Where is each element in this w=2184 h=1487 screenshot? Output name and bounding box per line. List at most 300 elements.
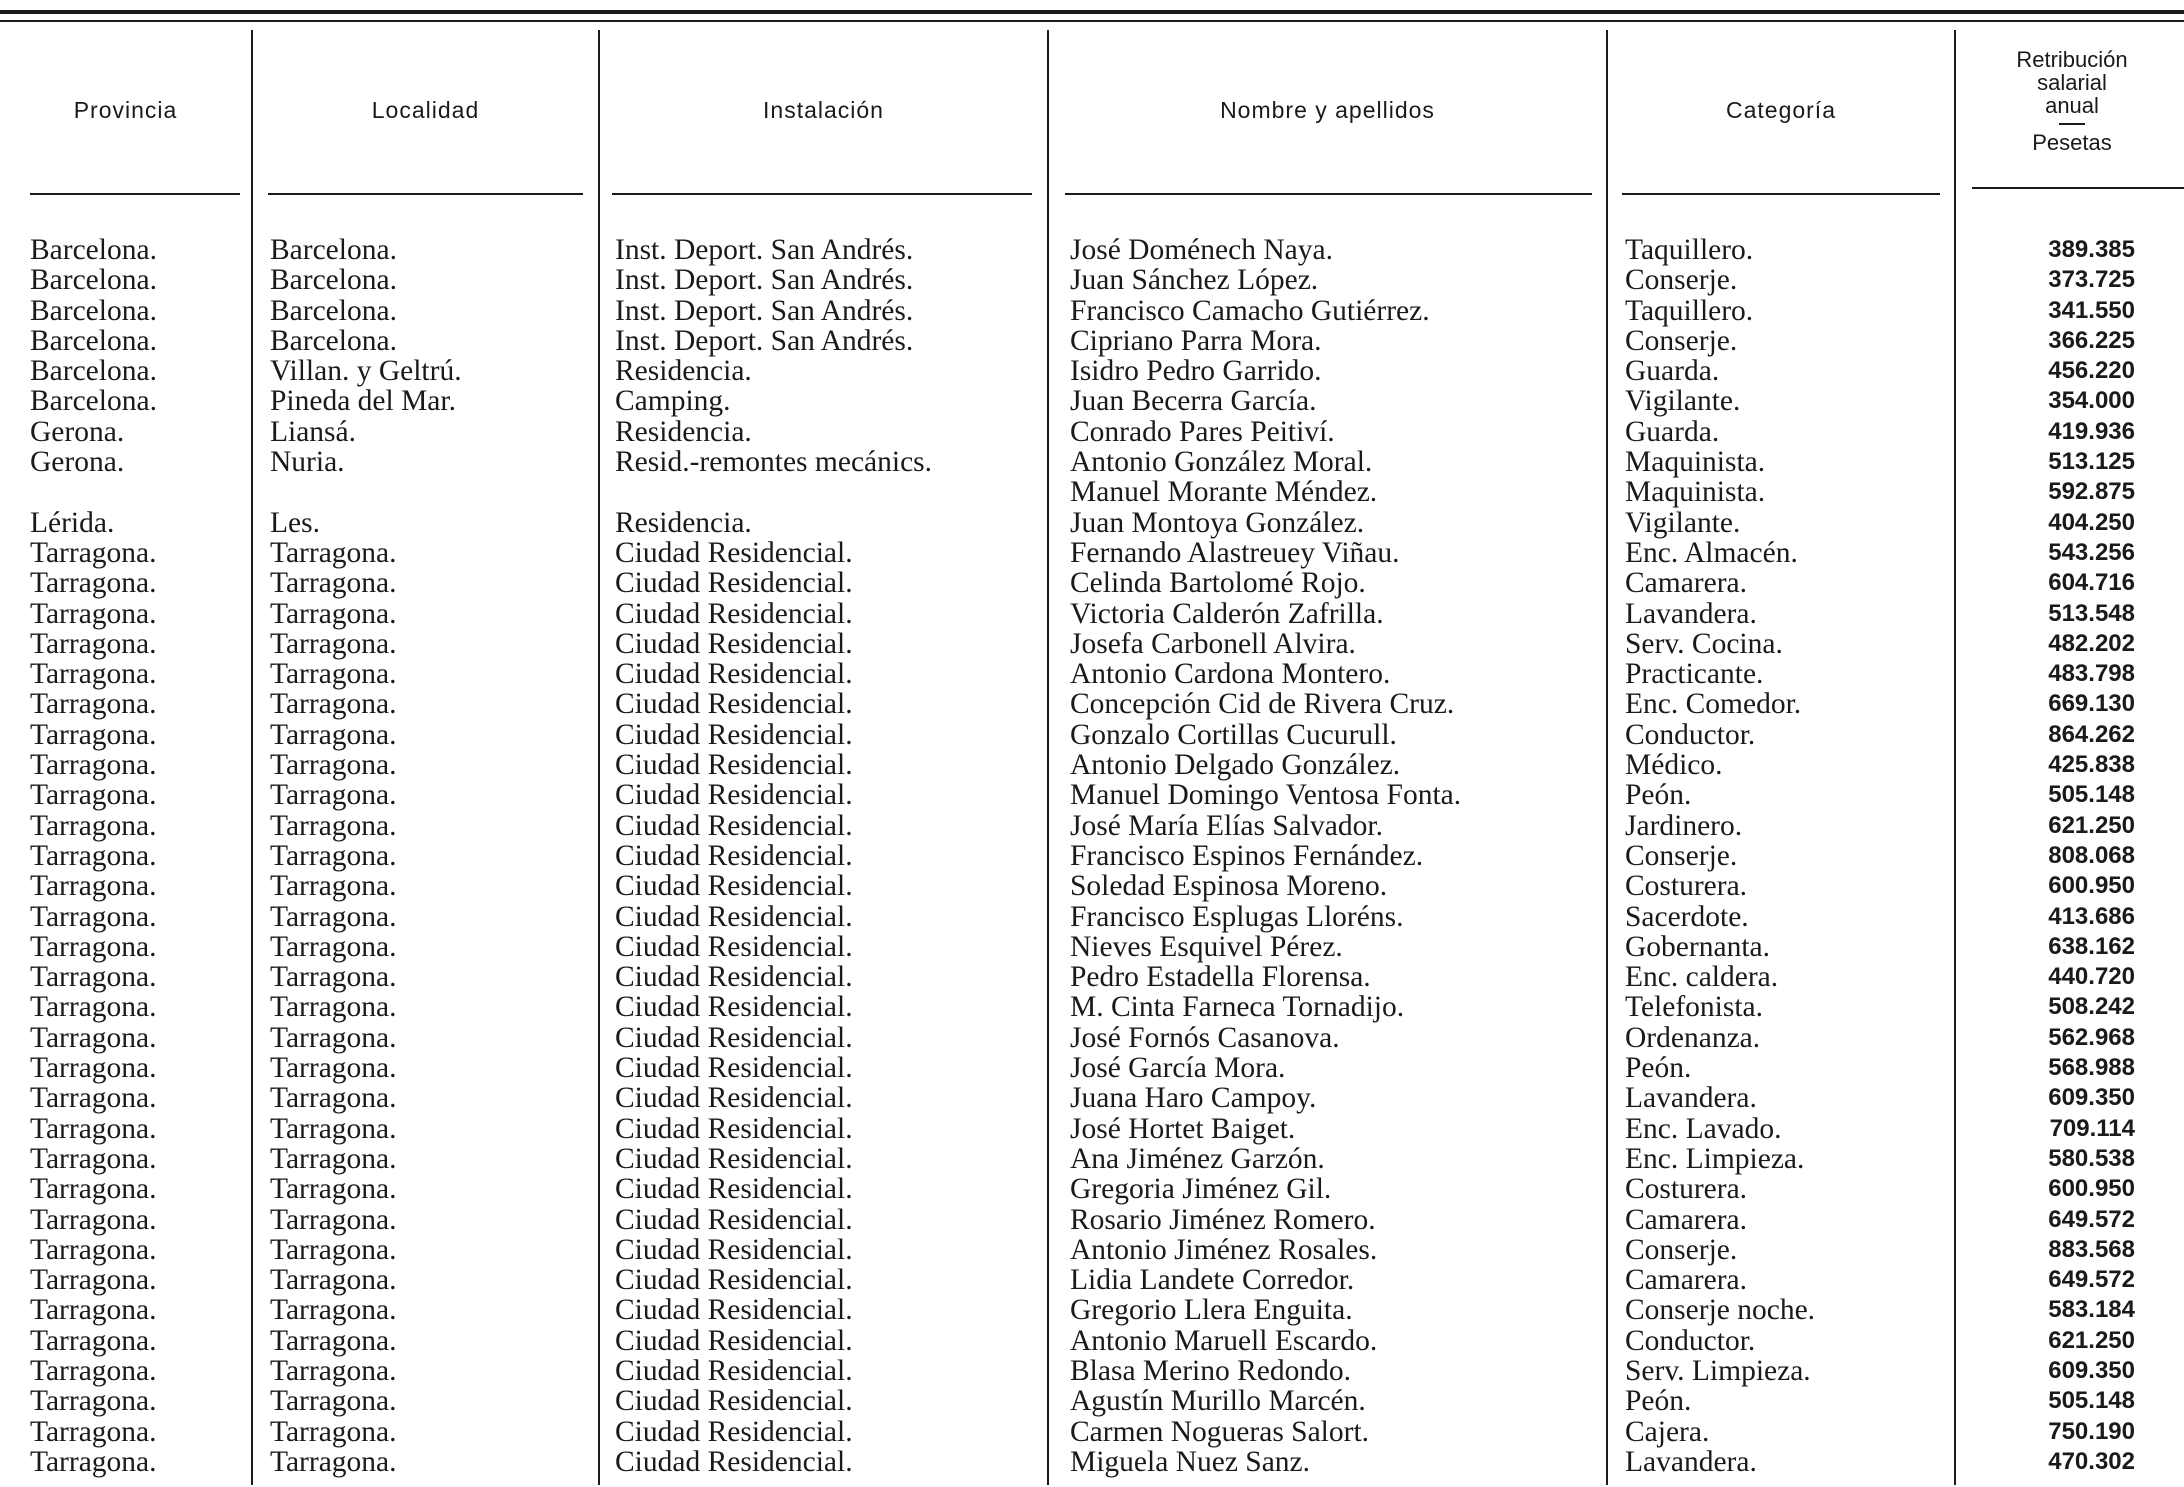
header-nombre: Nombre y apellidos xyxy=(1220,96,1435,123)
cell-nombre: Francisco Esplugas Lloréns. xyxy=(1070,900,1404,933)
cell-localidad: Tarragona. xyxy=(270,1112,397,1145)
cell-nombre: José María Elías Salvador. xyxy=(1070,809,1383,842)
header-underline xyxy=(1065,193,1592,195)
cell-categoria: Sacerdote. xyxy=(1625,900,1749,933)
table-row xyxy=(0,508,2184,538)
cell-provincia: Tarragona. xyxy=(30,779,157,812)
table-row xyxy=(0,1447,2184,1477)
cell-provincia: Tarragona. xyxy=(30,597,157,630)
cell-provincia: Barcelona. xyxy=(30,294,157,327)
cell-retribucion: 609.350 xyxy=(2048,1356,2135,1384)
cell-categoria: Enc. Almacén. xyxy=(1625,536,1798,569)
cell-instalacion: Inst. Deport. San Andrés. xyxy=(615,294,914,327)
cell-nombre: Nieves Esquivel Pérez. xyxy=(1070,930,1343,963)
table-row xyxy=(0,326,2184,356)
cell-provincia: Tarragona. xyxy=(30,991,157,1024)
cell-retribucion: 580.538 xyxy=(2048,1144,2135,1172)
cell-instalacion: Ciudad Residencial. xyxy=(615,688,853,721)
cell-categoria: Cajera. xyxy=(1625,1415,1710,1448)
cell-localidad: Tarragona. xyxy=(270,1354,397,1387)
header-underline xyxy=(1972,187,2184,189)
table-row xyxy=(0,750,2184,780)
cell-provincia: Tarragona. xyxy=(30,1173,157,1206)
header-retribucion-line2: salarial xyxy=(2037,70,2107,95)
cell-localidad: Tarragona. xyxy=(270,688,397,721)
cell-categoria: Conserje. xyxy=(1625,324,1738,357)
table-row xyxy=(0,296,2184,326)
cell-localidad: Barcelona. xyxy=(270,294,397,327)
cell-retribucion: 621.250 xyxy=(2048,1326,2135,1354)
cell-instalacion: Residencia. xyxy=(615,355,752,388)
table-row xyxy=(0,780,2184,810)
cell-retribucion: 354.000 xyxy=(2048,387,2135,415)
cell-retribucion: 413.686 xyxy=(2048,902,2135,930)
cell-nombre: Miguela Nuez Sanz. xyxy=(1070,1445,1311,1478)
header-underline xyxy=(268,193,583,195)
cell-nombre: Francisco Camacho Gutiérrez. xyxy=(1070,294,1430,327)
cell-instalacion: Ciudad Residencial. xyxy=(615,627,853,660)
header-instalacion: Instalación xyxy=(763,96,884,123)
cell-categoria: Taquillero. xyxy=(1625,234,1754,266)
cell-instalacion: Resid.-remontes mecánics. xyxy=(615,446,933,479)
cell-localidad: Barcelona. xyxy=(270,324,397,357)
cell-nombre: Juan Sánchez López. xyxy=(1070,264,1319,297)
cell-provincia: Tarragona. xyxy=(30,718,157,751)
table-row xyxy=(0,720,2184,750)
cell-retribucion: 404.250 xyxy=(2048,508,2135,536)
cell-categoria: Camarera. xyxy=(1625,1264,1748,1297)
cell-retribucion: 600.950 xyxy=(2048,1175,2135,1203)
cell-nombre: Cipriano Parra Mora. xyxy=(1070,324,1322,357)
table-row xyxy=(0,356,2184,386)
cell-retribucion: 341.550 xyxy=(2048,296,2135,324)
cell-categoria: Lavandera. xyxy=(1625,1082,1757,1115)
table-row xyxy=(0,1235,2184,1265)
cell-nombre: Lidia Landete Corredor. xyxy=(1070,1264,1355,1297)
cell-categoria: Taquillero. xyxy=(1625,294,1754,327)
cell-nombre: Gonzalo Cortillas Cucurull. xyxy=(1070,718,1397,751)
top-rule-thick xyxy=(0,10,2184,14)
cell-categoria: Serv. Limpieza. xyxy=(1625,1354,1811,1387)
cell-instalacion: Ciudad Residencial. xyxy=(615,1354,853,1387)
cell-nombre: Gregorio Llera Enguita. xyxy=(1070,1294,1353,1327)
cell-provincia: Barcelona. xyxy=(30,355,157,388)
header-underline xyxy=(30,193,240,195)
top-rule-thin xyxy=(0,20,2184,22)
cell-provincia: Tarragona. xyxy=(30,749,157,782)
cell-provincia: Tarragona. xyxy=(30,1233,157,1266)
cell-localidad: Tarragona. xyxy=(270,779,397,812)
cell-nombre: José Hortet Baiget. xyxy=(1070,1112,1296,1145)
header-categoria: Categoría xyxy=(1725,96,1836,123)
cell-retribucion: 389.385 xyxy=(2048,236,2135,263)
cell-categoria: Practicante. xyxy=(1625,658,1764,691)
cell-retribucion: 513.125 xyxy=(2048,448,2135,476)
cell-localidad: Tarragona. xyxy=(270,839,397,872)
table-row xyxy=(0,932,2184,962)
cell-localidad: Tarragona. xyxy=(270,1052,397,1085)
cell-retribucion: 440.720 xyxy=(2048,963,2135,991)
cell-localidad: Tarragona. xyxy=(270,749,397,782)
cell-categoria: Lavandera. xyxy=(1625,1445,1757,1478)
cell-categoria: Maquinista. xyxy=(1625,446,1766,479)
cell-categoria: Vigilante. xyxy=(1625,385,1741,418)
cell-instalacion: Ciudad Residencial. xyxy=(615,870,853,903)
table-row xyxy=(0,599,2184,629)
cell-nombre: Blasa Merino Redondo. xyxy=(1070,1354,1352,1387)
cell-categoria: Maquinista. xyxy=(1625,476,1766,509)
cell-provincia: Tarragona. xyxy=(30,809,157,842)
cell-localidad: Tarragona. xyxy=(270,1173,397,1206)
cell-instalacion: Residencia. xyxy=(615,506,752,539)
cell-nombre: Francisco Espinos Fernández. xyxy=(1070,839,1424,872)
cell-provincia: Gerona. xyxy=(30,446,125,479)
cell-provincia: Barcelona. xyxy=(30,385,157,418)
cell-localidad: Tarragona. xyxy=(270,1082,397,1115)
cell-instalacion: Ciudad Residencial. xyxy=(615,1173,853,1206)
cell-retribucion: 583.184 xyxy=(2048,1296,2135,1324)
table-row xyxy=(0,992,2184,1022)
table-row xyxy=(0,1326,2184,1356)
cell-instalacion: Ciudad Residencial. xyxy=(615,991,853,1024)
table-row xyxy=(0,1295,2184,1325)
cell-retribucion: 750.190 xyxy=(2048,1417,2135,1445)
table-body xyxy=(0,235,2184,1477)
cell-provincia: Barcelona. xyxy=(30,234,157,266)
cell-provincia: Tarragona. xyxy=(30,627,157,660)
cell-instalacion: Ciudad Residencial. xyxy=(615,900,853,933)
cell-localidad: Pineda del Mar. xyxy=(270,385,456,418)
cell-retribucion: 508.242 xyxy=(2048,993,2135,1021)
cell-categoria: Enc. Limpieza. xyxy=(1625,1142,1805,1175)
cell-categoria: Conserje noche. xyxy=(1625,1294,1816,1327)
cell-retribucion: 568.988 xyxy=(2048,1054,2135,1082)
header-retribucion xyxy=(1960,48,2184,154)
cell-nombre: Antonio Maruell Escardo. xyxy=(1070,1324,1378,1357)
table-row xyxy=(0,1386,2184,1416)
cell-nombre: Antonio Cardona Montero. xyxy=(1070,658,1391,691)
table-row xyxy=(0,689,2184,719)
cell-nombre: Soledad Espinosa Moreno. xyxy=(1070,870,1388,903)
cell-provincia: Tarragona. xyxy=(30,1264,157,1297)
table-row xyxy=(0,871,2184,901)
cell-instalacion: Ciudad Residencial. xyxy=(615,1052,853,1085)
cell-instalacion: Ciudad Residencial. xyxy=(615,536,853,569)
cell-instalacion: Inst. Deport. San Andrés. xyxy=(615,264,914,297)
cell-provincia: Tarragona. xyxy=(30,1203,157,1236)
cell-instalacion: Ciudad Residencial. xyxy=(615,1385,853,1418)
cell-instalacion: Inst. Deport. San Andrés. xyxy=(615,234,914,266)
cell-provincia: Tarragona. xyxy=(30,930,157,963)
cell-nombre: Josefa Carbonell Alvira. xyxy=(1070,627,1356,660)
cell-localidad: Tarragona. xyxy=(270,627,397,660)
cell-localidad: Tarragona. xyxy=(270,1445,397,1478)
header-retribucion-line1: Retribución xyxy=(2016,47,2128,72)
cell-retribucion: 419.936 xyxy=(2048,417,2135,445)
table-row xyxy=(0,265,2184,295)
table-row xyxy=(0,1114,2184,1144)
cell-localidad: Tarragona. xyxy=(270,1142,397,1175)
cell-retribucion: 425.838 xyxy=(2048,751,2135,779)
table-row xyxy=(0,659,2184,689)
cell-localidad: Tarragona. xyxy=(270,991,397,1024)
cell-provincia: Tarragona. xyxy=(30,1142,157,1175)
cell-nombre: Juan Montoya González. xyxy=(1070,506,1365,539)
cell-localidad: Tarragona. xyxy=(270,1385,397,1418)
cell-categoria: Enc. caldera. xyxy=(1625,961,1779,994)
cell-nombre: Manuel Domingo Ventosa Fonta. xyxy=(1070,779,1462,812)
cell-retribucion: 669.130 xyxy=(2048,690,2135,718)
cell-nombre: José Fornós Casanova. xyxy=(1070,1021,1340,1054)
cell-categoria: Costurera. xyxy=(1625,870,1748,903)
table-row xyxy=(0,1356,2184,1386)
cell-instalacion: Ciudad Residencial. xyxy=(615,961,853,994)
cell-nombre: Fernando Alastreuey Viñau. xyxy=(1070,536,1400,569)
cell-categoria: Jardinero. xyxy=(1625,809,1743,842)
cell-retribucion: 373.725 xyxy=(2048,266,2135,294)
header-localidad: Localidad xyxy=(371,96,480,123)
cell-nombre: Victoria Calderón Zafrilla. xyxy=(1070,597,1384,630)
cell-localidad: Tarragona. xyxy=(270,870,397,903)
cell-categoria: Peón. xyxy=(1625,779,1692,812)
cell-instalacion: Residencia. xyxy=(615,415,752,448)
header-underline xyxy=(612,193,1032,195)
cell-provincia: Barcelona. xyxy=(30,324,157,357)
cell-instalacion: Ciudad Residencial. xyxy=(615,1112,853,1145)
cell-provincia: Tarragona. xyxy=(30,1112,157,1145)
cell-categoria: Camarera. xyxy=(1625,567,1748,600)
table-row xyxy=(0,1083,2184,1113)
cell-instalacion: Ciudad Residencial. xyxy=(615,749,853,782)
cell-categoria: Conserje. xyxy=(1625,839,1738,872)
table-row xyxy=(0,1174,2184,1204)
table-row xyxy=(0,235,2184,265)
cell-nombre: Antonio Delgado González. xyxy=(1070,749,1401,782)
cell-instalacion: Ciudad Residencial. xyxy=(615,718,853,751)
cell-localidad: Tarragona. xyxy=(270,567,397,600)
table-row xyxy=(0,1053,2184,1083)
table-row xyxy=(0,1023,2184,1053)
table-row xyxy=(0,568,2184,598)
cell-localidad: Tarragona. xyxy=(270,961,397,994)
table-row xyxy=(0,417,2184,447)
cell-provincia: Tarragona. xyxy=(30,567,157,600)
cell-nombre: Antonio Jiménez Rosales. xyxy=(1070,1233,1378,1266)
cell-retribucion: 483.798 xyxy=(2048,660,2135,688)
cell-retribucion: 592.875 xyxy=(2048,478,2135,506)
cell-retribucion: 709.114 xyxy=(2049,1114,2135,1142)
cell-retribucion: 808.068 xyxy=(2048,841,2135,869)
cell-categoria: Lavandera. xyxy=(1625,597,1757,630)
cell-categoria: Enc. Lavado. xyxy=(1625,1112,1782,1145)
header-provincia: Provincia xyxy=(73,96,178,123)
cell-nombre: Ana Jiménez Garzón. xyxy=(1070,1142,1325,1175)
cell-provincia: Tarragona. xyxy=(30,536,157,569)
cell-retribucion: 649.572 xyxy=(2048,1205,2135,1233)
cell-nombre: Rosario Jiménez Romero. xyxy=(1070,1203,1376,1236)
cell-categoria: Conductor. xyxy=(1625,718,1756,751)
cell-localidad: Tarragona. xyxy=(270,930,397,963)
header-retribucion-line3: anual xyxy=(2045,93,2099,118)
cell-categoria: Peón. xyxy=(1625,1052,1692,1085)
cell-retribucion: 649.572 xyxy=(2048,1266,2135,1294)
cell-instalacion: Camping. xyxy=(615,385,731,418)
cell-localidad: Liansá. xyxy=(270,415,357,448)
cell-localidad: Tarragona. xyxy=(270,1324,397,1357)
cell-nombre: Juana Haro Campoy. xyxy=(1070,1082,1317,1115)
table-row xyxy=(0,386,2184,416)
cell-provincia: Tarragona. xyxy=(30,1445,157,1478)
cell-categoria: Gobernanta. xyxy=(1625,930,1770,963)
cell-provincia: Tarragona. xyxy=(30,1082,157,1115)
cell-retribucion: 600.950 xyxy=(2048,872,2135,900)
cell-instalacion: Ciudad Residencial. xyxy=(615,809,853,842)
header-dash xyxy=(2059,123,2085,125)
cell-provincia: Tarragona. xyxy=(30,961,157,994)
cell-provincia: Tarragona. xyxy=(30,1415,157,1448)
cell-nombre: José García Mora. xyxy=(1070,1052,1286,1085)
cell-nombre: Juan Becerra García. xyxy=(1070,385,1317,418)
cell-localidad: Nuria. xyxy=(270,446,345,479)
header-retribucion-unit: Pesetas xyxy=(2032,130,2112,155)
cell-retribucion: 604.716 xyxy=(2048,569,2135,597)
cell-nombre: Concepción Cid de Rivera Cruz. xyxy=(1070,688,1455,721)
cell-categoria: Guarda. xyxy=(1625,355,1720,388)
cell-localidad: Tarragona. xyxy=(270,809,397,842)
cell-retribucion: 482.202 xyxy=(2048,629,2135,657)
cell-nombre: M. Cinta Farneca Tornadijo. xyxy=(1070,991,1405,1024)
cell-categoria: Ordenanza. xyxy=(1625,1021,1761,1054)
cell-categoria: Guarda. xyxy=(1625,415,1720,448)
cell-retribucion: 513.548 xyxy=(2048,599,2135,627)
cell-instalacion: Ciudad Residencial. xyxy=(615,1294,853,1327)
cell-nombre: Antonio González Moral. xyxy=(1070,446,1373,479)
cell-instalacion: Ciudad Residencial. xyxy=(615,1445,853,1478)
cell-localidad: Barcelona. xyxy=(270,234,397,266)
cell-provincia: Tarragona. xyxy=(30,870,157,903)
cell-categoria: Conductor. xyxy=(1625,1324,1756,1357)
cell-provincia: Tarragona. xyxy=(30,1052,157,1085)
table-row xyxy=(0,811,2184,841)
cell-retribucion: 470.302 xyxy=(2048,1447,2135,1475)
cell-nombre: Agustín Murillo Marcén. xyxy=(1070,1385,1366,1418)
cell-nombre: Celinda Bartolomé Rojo. xyxy=(1070,567,1366,600)
cell-retribucion: 883.568 xyxy=(2048,1235,2135,1263)
cell-categoria: Telefonista. xyxy=(1625,991,1764,1024)
table-row xyxy=(0,841,2184,871)
header-underline xyxy=(1622,193,1940,195)
cell-retribucion: 366.225 xyxy=(2048,326,2135,354)
cell-localidad: Tarragona. xyxy=(270,597,397,630)
cell-localidad: Tarragona. xyxy=(270,718,397,751)
cell-localidad: Tarragona. xyxy=(270,1203,397,1236)
cell-instalacion: Ciudad Residencial. xyxy=(615,658,853,691)
cell-nombre: Pedro Estadella Florensa. xyxy=(1070,961,1371,994)
cell-provincia: Tarragona. xyxy=(30,688,157,721)
table-row xyxy=(0,1205,2184,1235)
table-row xyxy=(0,962,2184,992)
cell-localidad: Barcelona. xyxy=(270,264,397,297)
cell-instalacion: Ciudad Residencial. xyxy=(615,930,853,963)
cell-nombre: Manuel Morante Méndez. xyxy=(1070,476,1378,509)
cell-provincia: Gerona. xyxy=(30,415,125,448)
cell-retribucion: 543.256 xyxy=(2048,538,2135,566)
cell-localidad: Villan. y Geltrú. xyxy=(270,355,462,388)
cell-categoria: Enc. Comedor. xyxy=(1625,688,1802,721)
table-row xyxy=(0,629,2184,659)
cell-retribucion: 609.350 xyxy=(2048,1084,2135,1112)
cell-nombre: José Doménech Naya. xyxy=(1070,234,1333,266)
cell-categoria: Vigilante. xyxy=(1625,506,1741,539)
cell-nombre: Conrado Pares Peitiví. xyxy=(1070,415,1335,448)
cell-instalacion: Ciudad Residencial. xyxy=(615,1415,853,1448)
cell-instalacion: Ciudad Residencial. xyxy=(615,1021,853,1054)
cell-retribucion: 505.148 xyxy=(2048,1387,2135,1415)
cell-localidad: Tarragona. xyxy=(270,1233,397,1266)
cell-provincia: Tarragona. xyxy=(30,1324,157,1357)
cell-provincia: Tarragona. xyxy=(30,900,157,933)
cell-categoria: Camarera. xyxy=(1625,1203,1748,1236)
cell-localidad: Tarragona. xyxy=(270,1415,397,1448)
cell-retribucion: 638.162 xyxy=(2048,932,2135,960)
cell-retribucion: 621.250 xyxy=(2048,811,2135,839)
cell-instalacion: Ciudad Residencial. xyxy=(615,839,853,872)
cell-instalacion: Inst. Deport. San Andrés. xyxy=(615,324,914,357)
cell-instalacion: Ciudad Residencial. xyxy=(615,597,853,630)
cell-categoria: Serv. Cocina. xyxy=(1625,627,1783,660)
cell-provincia: Barcelona. xyxy=(30,264,157,297)
cell-nombre: Isidro Pedro Garrido. xyxy=(1070,355,1322,388)
cell-instalacion: Ciudad Residencial. xyxy=(615,779,853,812)
cell-nombre: Gregoria Jiménez Gil. xyxy=(1070,1173,1332,1206)
cell-localidad: Les. xyxy=(270,506,320,539)
cell-provincia: Tarragona. xyxy=(30,1021,157,1054)
cell-categoria: Costurera. xyxy=(1625,1173,1748,1206)
cell-localidad: Tarragona. xyxy=(270,658,397,691)
cell-provincia: Tarragona. xyxy=(30,1385,157,1418)
cell-instalacion: Ciudad Residencial. xyxy=(615,1324,853,1357)
cell-categoria: Conserje. xyxy=(1625,1233,1738,1266)
cell-retribucion: 456.220 xyxy=(2048,357,2135,385)
cell-localidad: Tarragona. xyxy=(270,1021,397,1054)
cell-instalacion: Ciudad Residencial. xyxy=(615,1203,853,1236)
cell-instalacion: Ciudad Residencial. xyxy=(615,567,853,600)
cell-instalacion: Ciudad Residencial. xyxy=(615,1142,853,1175)
cell-provincia: Tarragona. xyxy=(30,658,157,691)
cell-localidad: Tarragona. xyxy=(270,1294,397,1327)
table-row xyxy=(0,1417,2184,1447)
cell-localidad: Tarragona. xyxy=(270,536,397,569)
table-row xyxy=(0,902,2184,932)
cell-retribucion: 505.148 xyxy=(2048,781,2135,809)
cell-provincia: Tarragona. xyxy=(30,1354,157,1387)
cell-instalacion: Ciudad Residencial. xyxy=(615,1233,853,1266)
cell-categoria: Peón. xyxy=(1625,1385,1692,1418)
cell-localidad: Tarragona. xyxy=(270,1264,397,1297)
cell-localidad: Tarragona. xyxy=(270,900,397,933)
cell-nombre: Carmen Nogueras Salort. xyxy=(1070,1415,1370,1448)
table-row xyxy=(0,538,2184,568)
cell-instalacion: Ciudad Residencial. xyxy=(615,1264,853,1297)
cell-provincia: Tarragona. xyxy=(30,839,157,872)
cell-categoria: Conserje. xyxy=(1625,264,1738,297)
table-row xyxy=(0,447,2184,477)
table-row xyxy=(0,1265,2184,1295)
table-row xyxy=(0,477,2184,507)
cell-categoria: Médico. xyxy=(1625,749,1723,782)
cell-instalacion: Ciudad Residencial. xyxy=(615,1082,853,1115)
cell-provincia: Lérida. xyxy=(30,506,115,539)
